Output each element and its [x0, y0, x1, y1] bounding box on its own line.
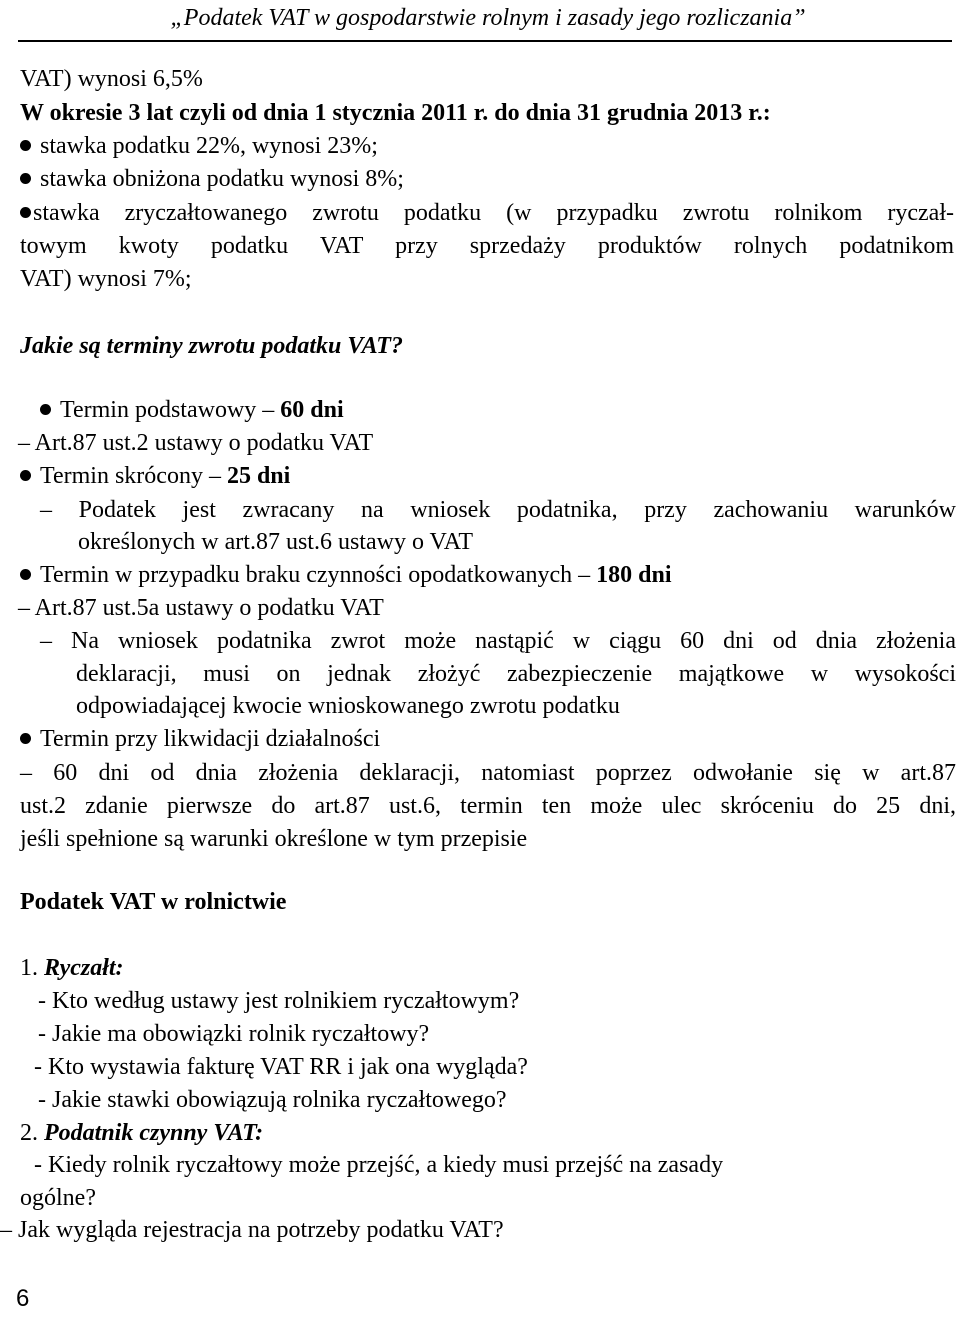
refund-heading: Jakie są terminy zwrotu podatku VAT? [20, 333, 403, 359]
agriculture-section-2: 2. Podatnik czynny VAT: [20, 1120, 264, 1146]
refund-term-short-desc-cont: określonych w art.87 ust.6 ustawy o VAT [78, 529, 474, 555]
bullet-icon [20, 733, 31, 744]
refund-term-basic: Termin podstawowy – 60 dni [40, 395, 344, 425]
bullet-icon [20, 207, 31, 218]
header-rule [18, 40, 952, 42]
refund-term-liquidation-desc-cont: ust.2 zdanie pierwsze do art.87 ust.6, termin ten może ulec skróceniu do 25 dni, [20, 793, 956, 819]
bullet-icon [20, 140, 31, 151]
rates-item-cont: VAT) wynosi 7%; [20, 266, 192, 292]
refund-term-no-taxable-desc-cont: deklaracji, musi on jednak złożyć zabezpieczenie majątkowe w wysokości [76, 661, 956, 687]
refund-term-basic-basis: – Art.87 ust.2 ustawy o podatku VAT [18, 430, 374, 456]
agriculture-section-1: 1. Ryczałt: [20, 955, 124, 981]
refund-term-no-taxable-basis: – Art.87 ust.5a ustawy o podatku VAT [18, 595, 384, 621]
bullet-icon [20, 470, 31, 481]
refund-term-no-taxable: Termin w przypadku braku czynności opodatkowanych – 180 dni [20, 560, 672, 590]
agriculture-question: - Kiedy rolnik ryczałtowy może przejść, a kiedy musi przejść na zasady [34, 1152, 724, 1178]
rates-item-cont: towym kwoty podatku VAT przy sprzedaży produktów rolnych podatnikom [20, 233, 954, 259]
agriculture-question: - Kto wystawia fakturę VAT RR i jak ona wygląda? [34, 1054, 528, 1080]
agriculture-question: – Jak wygląda rejestracja na potrzeby podatku VAT? [0, 1217, 504, 1243]
bullet-icon [20, 173, 31, 184]
rates-period-heading: W okresie 3 lat czyli od dnia 1 stycznia 2011 r. do dnia 31 grudnia 2013 r.: [20, 100, 771, 126]
refund-term-no-taxable-desc-cont: odpowiadającej kwocie wnioskowanego zwrotu podatku [76, 693, 620, 719]
refund-term-short: Termin skrócony – 25 dni [20, 461, 290, 491]
refund-term-liquidation-desc-cont: jeśli spełnione są warunki określone w tym przepisie [20, 826, 528, 852]
rates-item: stawka zryczałtowanego zwrotu podatku (w przypadku zwrotu rolnikom ryczał- [20, 198, 954, 228]
bullet-icon [40, 404, 51, 415]
refund-term-no-taxable-desc: – Na wniosek podatnika zwrot może nastąpić w ciągu 60 dni od dnia złożenia [40, 628, 956, 654]
agriculture-question: - Kto według ustawy jest rolnikiem ryczałtowym? [38, 988, 520, 1014]
refund-term-liquidation: Termin przy likwidacji działalności [20, 724, 380, 754]
refund-term-short-desc: – Podatek jest zwracany na wniosek podatnika, przy zachowaniu warunków [40, 497, 956, 523]
page-number: 6 [16, 1285, 30, 1312]
agriculture-question: - Jakie stawki obowiązują rolnika ryczałtowego? [38, 1087, 507, 1113]
agriculture-question-cont: ogólne? [20, 1185, 96, 1211]
bullet-icon [20, 569, 31, 580]
agriculture-question: - Jakie ma obowiązki rolnik ryczałtowy? [38, 1021, 430, 1047]
running-header: „Podatek VAT w gospodarstwie rolnym i zasady jego rozliczania” [170, 5, 806, 31]
agriculture-heading: Podatek VAT w rolnictwie [20, 889, 287, 915]
rates-prev-end: VAT) wynosi 6,5% [20, 66, 203, 92]
refund-term-liquidation-desc: – 60 dni od dnia złożenia deklaracji, natomiast poprzez odwołanie się w art.87 [20, 760, 956, 786]
rates-item: stawka obniżona podatku wynosi 8%; [20, 164, 404, 194]
rates-item: stawka podatku 22%, wynosi 23%; [20, 131, 378, 161]
